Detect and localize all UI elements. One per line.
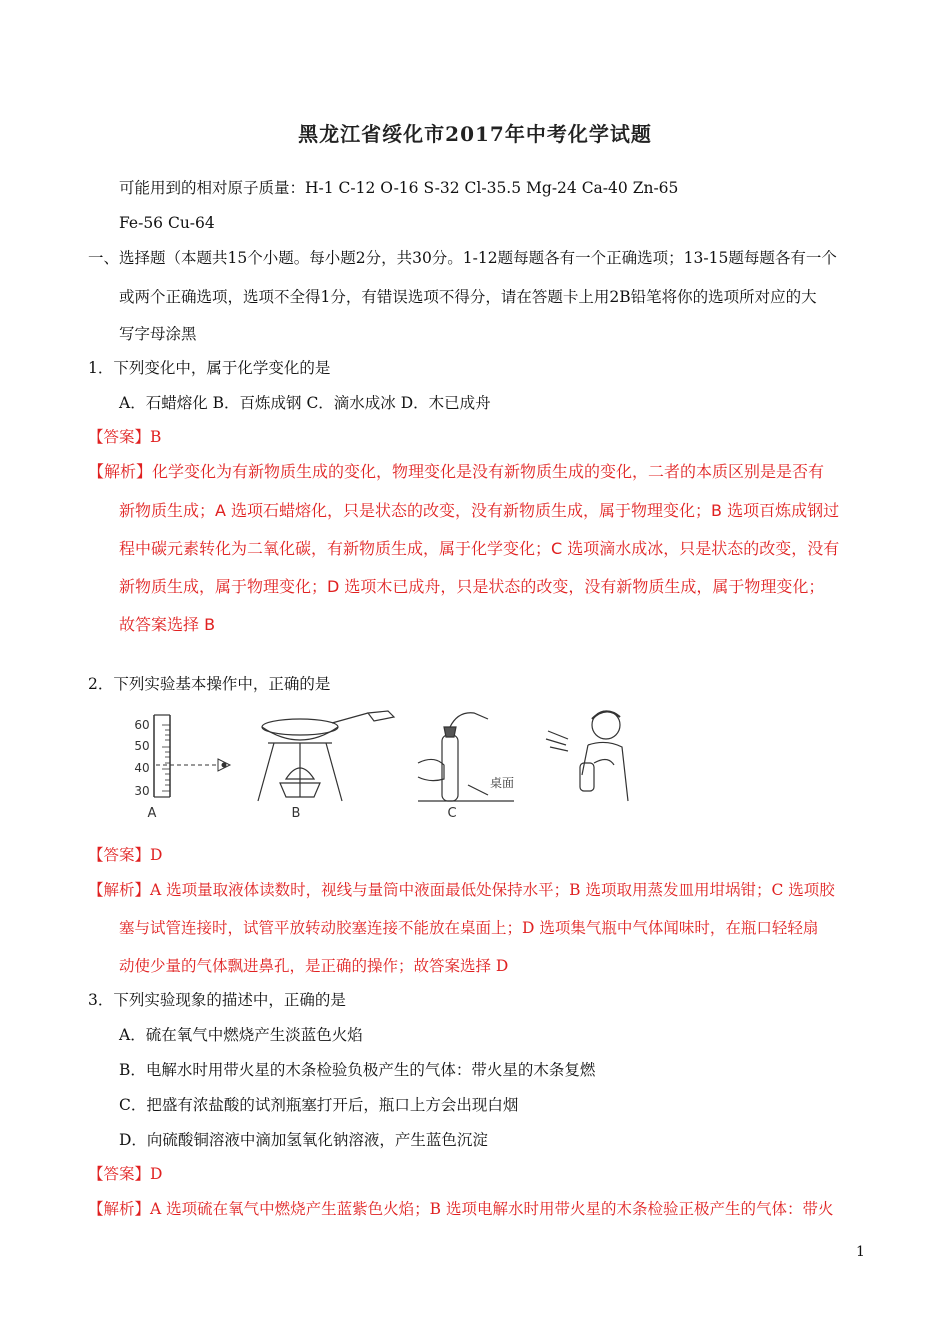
q1-explanation-line-3: 程中碳元素转化为二氧化碳，有新物质生成，属于化学变化；C 选项滴水成冰，只是状态的改变，没有 [119, 539, 840, 558]
q2-answer: 【答案】D [88, 846, 163, 864]
q1-explanation-line-1: 【解析】化学变化为有新物质生成的变化，物理变化是没有新物质生成的变化，二者的本质区别是是否有 [88, 462, 825, 481]
tick-60: 60 [134, 718, 150, 732]
q1-explanation-line-4: 新物质生成，属于物理变化；D 选项木已成舟，只是状态的改变，没有新物质生成，属于物理变化； [119, 577, 825, 596]
figure-b-evaporation [258, 711, 394, 821]
atomic-mass-line-2: Fe-56 Cu-64 [119, 214, 215, 232]
label-c: C [447, 806, 457, 821]
q1-answer: 【答案】B [88, 428, 162, 446]
q3-answer: 【答案】D [88, 1165, 163, 1183]
q1-stem: 1．下列变化中，属于化学变化的是 [88, 359, 331, 377]
tick-50: 50 [134, 739, 150, 753]
q3-option-d: D．向硫酸铜溶液中滴加氢氧化钠溶液，产生蓝色沉淀 [119, 1131, 488, 1149]
figure-d-smelling-gas [546, 711, 628, 801]
q3-explanation-line-1: 【解析】A 选项硫在氧气中燃烧产生蓝紫色火焰；B 选项电解水时用带火星的木条检验正极产生的气体：带火 [88, 1200, 834, 1218]
figure-a-cylinder [134, 715, 230, 821]
q3-option-a: A．硫在氧气中燃烧产生淡蓝色火焰 [119, 1026, 363, 1044]
q2-explanation-line-2: 塞与试管连接时，试管平放转动胶塞连接不能放在桌面上；D 选项集气瓶中气体闻味时，在瓶口轻轻扇 [119, 919, 819, 937]
q3-stem: 3．下列实验现象的描述中，正确的是 [88, 991, 346, 1009]
page-number: 1 [856, 1244, 865, 1260]
q1-options: A．石蜡熔化 B．百炼成钢 C．滴水成冰 D．木已成舟 [119, 394, 491, 412]
q1-explanation-line-5: 故答案选择 B [119, 615, 216, 634]
section-heading-line-2: 或两个正确选项，选项不全得1分，有错误选项不得分，请在答题卡上用2B铅笔将你的选项所对应的大 [119, 288, 817, 306]
q1-explanation-line-2: 新物质生成；A 选项石蜡熔化，只是状态的改变，没有新物质生成，属于物理变化；B 选项百炼成钢过 [119, 501, 840, 520]
section-heading-line-1: 一、选择题（本题共15个小题。每小题2分，共30分。1-12题每题各有一个正确选项；13-15题每题各有一个 [88, 249, 837, 267]
tick-30: 30 [134, 784, 150, 798]
tick-40: 40 [134, 761, 150, 775]
label-a: A [147, 806, 157, 821]
q2-experiment-figure [118, 705, 678, 825]
atomic-mass-line-1: 可能用到的相对原子质量：H-1 C-12 O-16 S-32 Cl-35.5 Mg-24 Ca-40 Zn-65 [119, 179, 679, 197]
page-title: 黑龙江省绥化市2017年中考化学试题 [298, 122, 652, 146]
q2-explanation-line-3: 动使少量的气体飘进鼻孔，是正确的操作；故答案选择 D [119, 957, 509, 975]
q3-option-b: B．电解水时用带火星的木条检验负极产生的气体：带火星的木条复燃 [119, 1061, 596, 1079]
figure-c-test-tube [418, 713, 514, 821]
label-desk: 桌面 [490, 776, 515, 790]
q2-stem: 2．下列实验基本操作中，正确的是 [88, 675, 331, 693]
section-heading-line-3: 写字母涂黑 [119, 325, 197, 343]
q3-option-c: C．把盛有浓盐酸的试剂瓶塞打开后，瓶口上方会出现白烟 [119, 1096, 519, 1114]
label-b: B [291, 806, 301, 821]
q2-explanation-line-1: 【解析】A 选项量取液体读数时，视线与量筒中液面最低处保持水平；B 选项取用蒸发皿用坩埚钳；C 选项胶 [88, 881, 835, 899]
